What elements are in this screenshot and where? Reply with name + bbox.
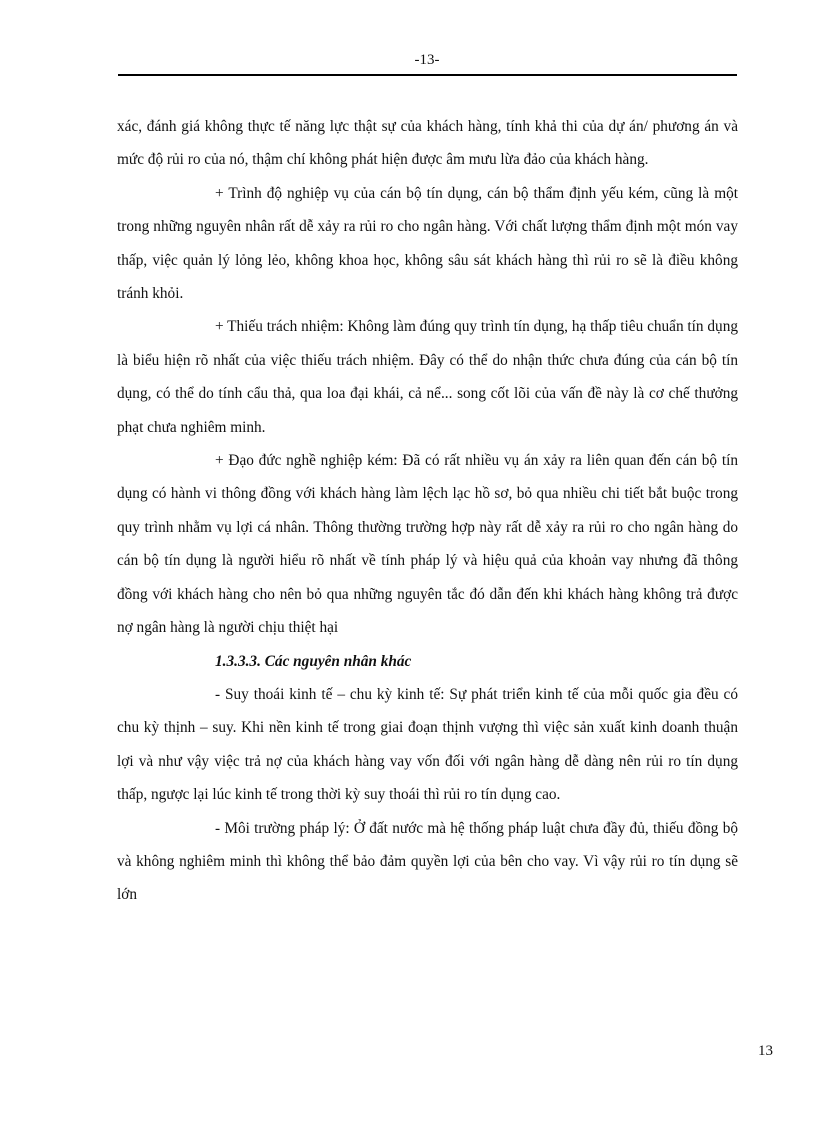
section-heading: 1.3.3.3. Các nguyên nhân khác <box>215 652 412 670</box>
paragraph-continuation: xác, đánh giá không thực tế năng lực thật sự của khách hàng, tính khả thi của dự án/ phương án và mức độ rủi ro của nó, thậm chí không phát hiện được âm mưu lừa đảo của khách hàng. <box>117 118 738 169</box>
paragraph-legal-environment: - Môi trường pháp lý: Ở đất nước mà hệ thống pháp luật chưa đầy đủ, thiếu đồng bộ và không nghiêm minh thì không thể bảo đảm quyền lợi của bên cho vay. Vì vậy rủi ro tín dụng sẽ lớn <box>117 819 738 904</box>
header-page-label: -13- <box>414 52 440 68</box>
paragraph-competence: + Trình độ nghiệp vụ của cán bộ tín dụng, cán bộ thẩm định yếu kém, cũng là một trong những nguyên nhân rất dễ xảy ra rủi ro cho ngân hàng. Với chất lượng thẩm định một món vay thấp, việc quản lý lỏng lẻo, không khoa học, không sâu sát khách hàng thì rủi ro sẽ là điều không tránh khỏi. <box>117 184 738 303</box>
paragraph-ethics: + Đạo đức nghề nghiệp kém: Đã có rất nhiều vụ án xảy ra liên quan đến cán bộ tín dụng có hành vi thông đồng với khách hàng làm lệch lạc hồ sơ, bỏ qua nhiều chi tiết bắt buộc trong quy trình nhằm vụ lợi cá nhân. Thông thường trường hợp này rất dễ xảy ra rủi ro cho ngân hàng do cán bộ tín dụng là người hiểu rõ nhất về tính pháp lý và hiệu quả của khoản vay nhưng đã thông đồng với khách hàng cho nên bỏ qua những nguyên tắc đó dẫn đến khi khách hàng không trả được nợ ngân hàng là người chịu thiệt hại <box>117 452 738 637</box>
paragraph-economic-cycle: - Suy thoái kinh tế – chu kỳ kinh tế: Sự phát triển kinh tế của mỗi quốc gia đều có chu kỳ thịnh – suy. Khi nền kinh tế trong giai đoạn thịnh vượng thì việc sản xuất kinh doanh thuận lợi và như vậy việc trả nợ của khách hàng vay vốn đối với ngân hàng dễ dàng nên rủi ro tín dụng thấp, ngược lại lúc kinh tế trong thời kỳ suy thoái thì rủi ro tín dụng cao. <box>117 685 738 804</box>
body-text <box>117 110 738 912</box>
header-rule <box>118 74 737 76</box>
paragraph-responsibility: + Thiếu trách nhiệm: Không làm đúng quy trình tín dụng, hạ thấp tiêu chuẩn tín dụng là biểu hiện rõ nhất của việc thiếu trách nhiệm. Đây có thể do nhận thức chưa đúng của cán bộ tín dụng, có thể do tính cẩu thả, qua loa đại khái, cả nể... song cốt lõi của vấn đề này là cơ chế thưởng phạt chưa nghiêm minh. <box>117 318 738 436</box>
footer-page-number: 13 <box>758 1043 773 1059</box>
